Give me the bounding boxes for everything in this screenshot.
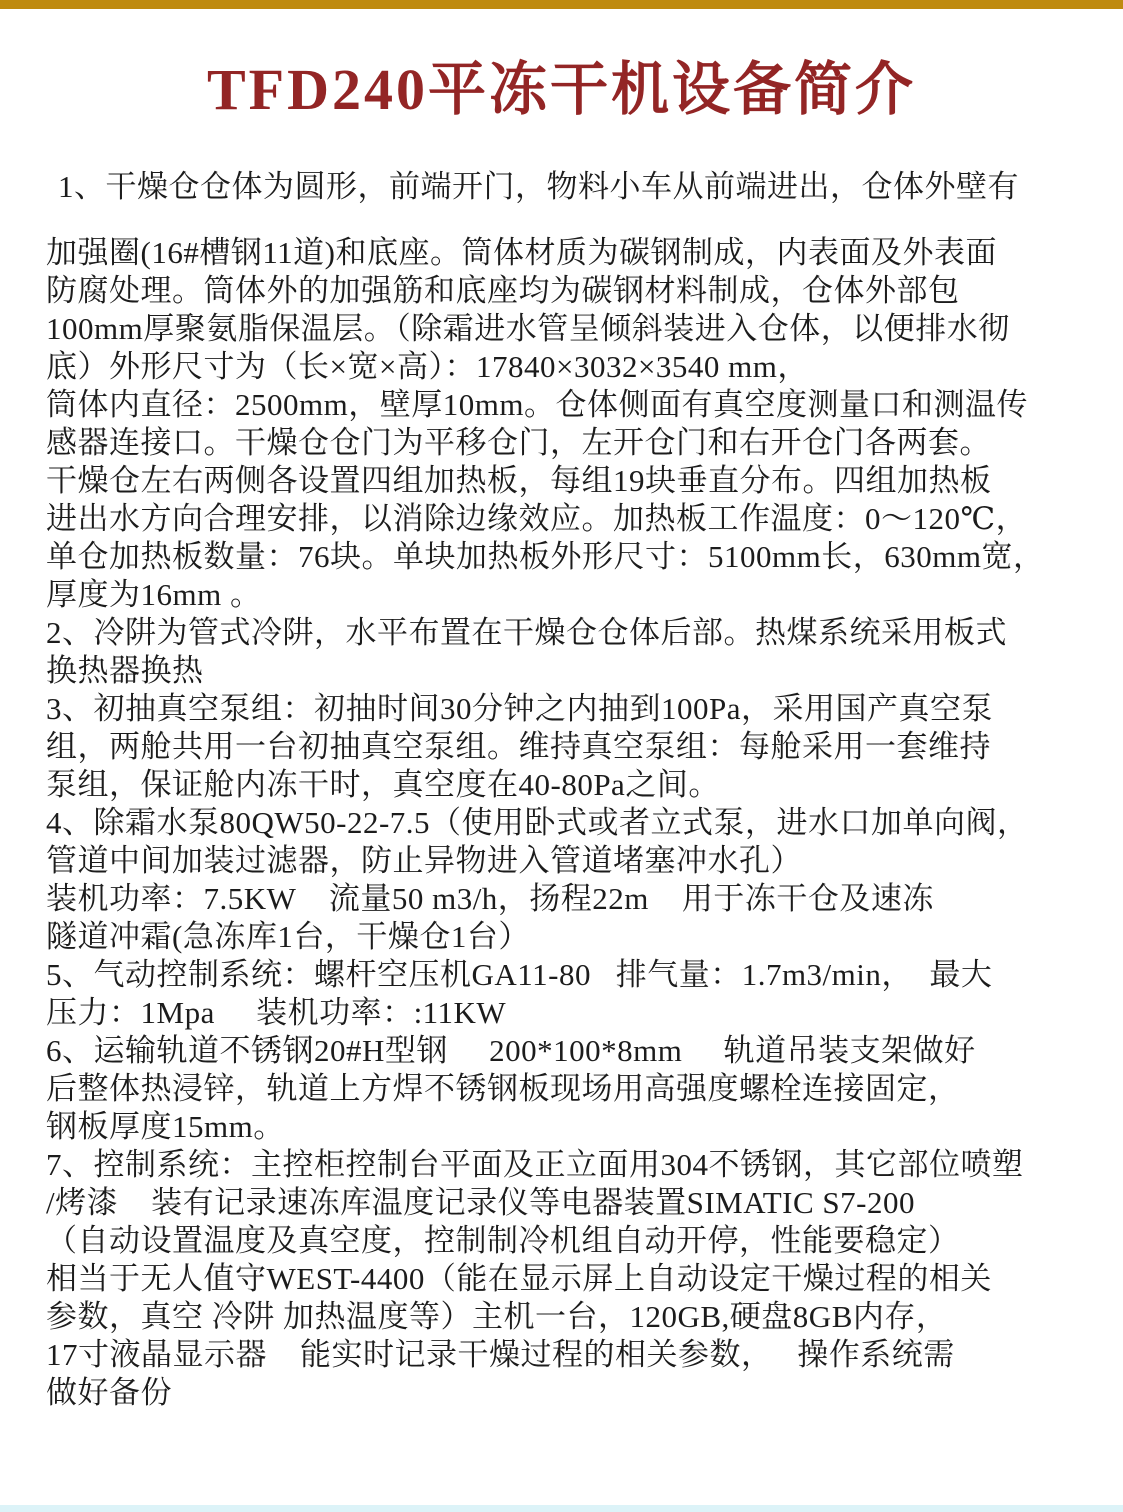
body-line: 3、初抽真空泵组：初抽时间30分钟之内抽到100Pa，采用国产真空泵 <box>46 691 993 726</box>
page-title: TFD240平冻干机设备简介 <box>206 57 916 122</box>
body-line: 相当于无人值守WEST-4400（能在显示屏上自动设定干燥过程的相关 <box>46 1261 992 1296</box>
body-line: 筒体内直径：2500mm，壁厚10mm。仓体侧面有真空度测量口和测温传 <box>46 387 1028 422</box>
body-line: 组，两舱共用一台初抽真空泵组。维持真空泵组：每舱采用一套维持 <box>46 729 991 764</box>
body-line: 后整体热浸锌，轨道上方焊不锈钢板现场用高强度螺栓连接固定， <box>46 1071 960 1106</box>
body-line: /烤漆 装有记录速冻库温度记录仪等电器装置SIMATIC S7-200 <box>46 1185 915 1220</box>
body-line: 换热器换热 <box>46 653 204 688</box>
body-line: 防腐处理。筒体外的加强筋和底座均为碳钢材料制成，仓体外部包 <box>46 273 960 308</box>
body-line: 厚度为16mm 。 <box>46 577 262 612</box>
body-line: 单仓加热板数量：76块。单块加热板外形尺寸：5100mm长，630mm宽， <box>46 539 1045 574</box>
document-body <box>46 168 1056 1412</box>
body-line: 加强圈(16#槽钢11道)和底座。筒体材质为碳钢制成，内表面及外表面 <box>46 235 997 270</box>
body-line: （自动设置温度及真空度，控制制冷机组自动开停，性能要稳定） <box>46 1223 960 1258</box>
body-line: 5、气动控制系统：螺杆空压机GA11-80 排气量：1.7m3/min， 最大 <box>46 957 993 992</box>
body-line: 底）外形尺寸为（长×宽×高）：17840×3032×3540 mm， <box>46 349 809 384</box>
body-line: 泵组，保证舱内冻干时，真空度在40-80Pa之间。 <box>46 767 720 802</box>
body-line: 6、运输轨道不锈钢20#H型钢 200*100*8mm 轨道吊装支架做好 <box>46 1033 976 1068</box>
body-line: 干燥仓左右两侧各设置四组加热板，每组19块垂直分布。四组加热板 <box>46 463 992 498</box>
body-line: 1、干燥仓仓体为圆形，前端开门，物料小车从前端进出，仓体外壁有 <box>58 169 1019 204</box>
top-accent-bar <box>0 0 1123 9</box>
bottom-accent-bar <box>0 1505 1123 1512</box>
body-line: 100mm厚聚氨脂保温层。（除霜进水管呈倾斜装进入仓体，以便排水彻 <box>46 311 1010 346</box>
body-line: 7、控制系统：主控柜控制台平面及正立面用304不锈钢，其它部位喷塑 <box>46 1147 1024 1182</box>
body-line: 隧道冲霜(急冻库1台，干燥仓1台） <box>46 919 530 954</box>
body-line: 参数，真空 冷阱 加热温度等）主机一台，120GB,硬盘8GB内存， <box>46 1299 948 1334</box>
body-line: 进出水方向合理安排，以消除边缘效应。加热板工作温度：0～120℃， <box>46 501 1028 536</box>
body-line: 2、冷阱为管式冷阱，水平布置在干燥仓仓体后部。热煤系统采用板式 <box>46 615 1007 650</box>
body-line: 4、除霜水泵80QW50-22-7.5（使用卧式或者立式泵，进水口加单向阀， <box>46 805 1029 840</box>
body-line: 装机功率：7.5KW 流量50 m3/h，扬程22m 用于冻干仓及速冻 <box>46 881 934 916</box>
body-line: 17寸液晶显示器 能实时记录干燥过程的相关参数， 操作系统需 <box>46 1337 955 1372</box>
body-line: 钢板厚度15mm。 <box>46 1109 285 1144</box>
body-line: 做好备份 <box>46 1375 172 1410</box>
body-line: 管道中间加装过滤器，防止异物进入管道堵塞冲水孔） <box>46 843 802 878</box>
body-line: 感器连接口。干燥仓仓门为平移仓门，左开仓门和右开仓门各两套。 <box>46 425 991 460</box>
body-line: 压力：1Mpa 装机功率：:11KW <box>46 995 507 1030</box>
